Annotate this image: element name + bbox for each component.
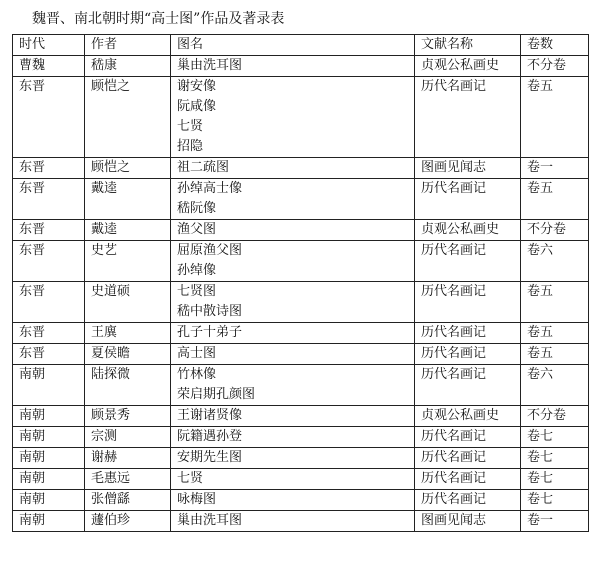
artwork-title: 渔父图 [177, 222, 217, 237]
cell-volume: 卷七 [521, 427, 589, 448]
table-row [13, 241, 589, 282]
artwork-title: 七贤 [177, 119, 204, 134]
cell-title [171, 323, 415, 344]
artwork-title: 阮咸像 [177, 99, 217, 114]
cell-era: 东晋 [13, 179, 85, 220]
table-row [13, 365, 589, 406]
cell-era: 南朝 [13, 511, 85, 532]
cell-era: 东晋 [13, 77, 85, 158]
cell-source: 图画见闻志 [415, 511, 521, 532]
artwork-title: 七贤图 [177, 284, 217, 299]
cell-author: 谢赫 [85, 448, 171, 469]
cell-volume: 卷七 [521, 448, 589, 469]
cell-author: 张僧繇 [85, 490, 171, 511]
table-row [13, 179, 589, 220]
cell-era: 南朝 [13, 490, 85, 511]
artwork-title: 王谢诸贤像 [177, 408, 243, 423]
cell-title [171, 511, 415, 532]
cell-source: 历代名画记 [415, 365, 521, 406]
cell-author: 王廙 [85, 323, 171, 344]
cell-era: 南朝 [13, 448, 85, 469]
cell-era: 东晋 [13, 282, 85, 323]
artwork-title: 孔子十弟子 [177, 325, 243, 340]
cell-title [171, 220, 415, 241]
table-row [13, 490, 589, 511]
artwork-title: 祖二疏图 [177, 160, 230, 175]
cell-author: 毛惠远 [85, 469, 171, 490]
cell-title [171, 179, 415, 220]
artwork-title: 高士图 [177, 346, 217, 361]
cell-era: 南朝 [13, 406, 85, 427]
artwork-title: 嵇中散诗图 [177, 304, 243, 319]
cell-source: 历代名画记 [415, 282, 521, 323]
table-row [13, 158, 589, 179]
artwork-title: 安期先生图 [177, 450, 243, 465]
cell-volume: 卷五 [521, 282, 589, 323]
cell-title [171, 158, 415, 179]
header-era: 时代 [13, 35, 85, 56]
cell-source: 历代名画记 [415, 77, 521, 158]
cell-source: 贞观公私画史 [415, 56, 521, 77]
artwork-title: 孙绰高士像 [177, 181, 243, 196]
cell-volume: 卷五 [521, 179, 589, 220]
artwork-title: 咏梅图 [177, 492, 217, 507]
header-row [13, 35, 589, 56]
cell-title [171, 241, 415, 282]
artwork-title: 阮籍遇孙登 [177, 429, 243, 444]
table-row [13, 427, 589, 448]
cell-era: 东晋 [13, 241, 85, 282]
table-caption: 魏晋、南北朝时期“高士图”作品及著录表 [32, 11, 285, 27]
cell-author: 嵇康 [85, 56, 171, 77]
header-volume: 卷数 [521, 35, 589, 56]
cell-title [171, 490, 415, 511]
cell-author: 宗测 [85, 427, 171, 448]
cell-author: 史道硕 [85, 282, 171, 323]
cell-author: 顾恺之 [85, 158, 171, 179]
cell-author: 戴逵 [85, 220, 171, 241]
artwork-title: 巢由洗耳图 [177, 513, 243, 528]
cell-volume: 卷一 [521, 511, 589, 532]
cell-source: 历代名画记 [415, 179, 521, 220]
cell-title [171, 469, 415, 490]
cell-source: 图画见闻志 [415, 158, 521, 179]
table-row [13, 282, 589, 323]
cell-era: 东晋 [13, 220, 85, 241]
table-row [13, 56, 589, 77]
table-row [13, 469, 589, 490]
artwork-title: 孙绰像 [177, 263, 217, 278]
cell-author: 夏侯瞻 [85, 344, 171, 365]
cell-title [171, 427, 415, 448]
cell-source: 历代名画记 [415, 469, 521, 490]
cell-source: 历代名画记 [415, 323, 521, 344]
cell-title [171, 406, 415, 427]
cell-era: 东晋 [13, 323, 85, 344]
header-source: 文献名称 [415, 35, 521, 56]
table-row [13, 323, 589, 344]
cell-era: 东晋 [13, 158, 85, 179]
cell-volume: 卷一 [521, 158, 589, 179]
artwork-title: 谢安像 [177, 79, 217, 94]
cell-source: 历代名画记 [415, 448, 521, 469]
cell-author: 蘧伯珍 [85, 511, 171, 532]
cell-era: 南朝 [13, 427, 85, 448]
artwork-title: 屈原渔父图 [177, 243, 243, 258]
cell-author: 陆探微 [85, 365, 171, 406]
cell-volume: 卷五 [521, 77, 589, 158]
cell-author: 顾恺之 [85, 77, 171, 158]
cell-volume: 卷五 [521, 344, 589, 365]
cell-source: 历代名画记 [415, 241, 521, 282]
cell-volume: 不分卷 [521, 406, 589, 427]
cell-era: 南朝 [13, 365, 85, 406]
cell-volume: 不分卷 [521, 220, 589, 241]
records-table [12, 34, 589, 532]
cell-volume: 卷七 [521, 469, 589, 490]
cell-title [171, 77, 415, 158]
cell-source: 历代名画记 [415, 490, 521, 511]
cell-author: 史艺 [85, 241, 171, 282]
cell-volume: 卷六 [521, 365, 589, 406]
table-row [13, 511, 589, 532]
artwork-title: 荣启期孔颜图 [177, 387, 256, 402]
artwork-title: 七贤 [177, 471, 204, 486]
cell-volume: 卷五 [521, 323, 589, 344]
table-body [13, 56, 589, 532]
artwork-title: 招隐 [177, 139, 204, 154]
cell-era: 东晋 [13, 344, 85, 365]
header-title: 图名 [171, 35, 415, 56]
artwork-title: 竹林像 [177, 367, 217, 382]
cell-source: 历代名画记 [415, 427, 521, 448]
cell-volume: 不分卷 [521, 56, 589, 77]
cell-era: 曹魏 [13, 56, 85, 77]
cell-era: 南朝 [13, 469, 85, 490]
cell-volume: 卷七 [521, 490, 589, 511]
cell-source: 历代名画记 [415, 344, 521, 365]
table-row [13, 448, 589, 469]
cell-title [171, 344, 415, 365]
artwork-title: 巢由洗耳图 [177, 58, 243, 73]
cell-source: 贞观公私画史 [415, 220, 521, 241]
cell-title [171, 282, 415, 323]
cell-source: 贞观公私画史 [415, 406, 521, 427]
cell-title [171, 448, 415, 469]
cell-volume: 卷六 [521, 241, 589, 282]
table-row [13, 77, 589, 158]
table-row [13, 220, 589, 241]
table-row [13, 406, 589, 427]
table-row [13, 344, 589, 365]
cell-title [171, 56, 415, 77]
artwork-title: 嵇阮像 [177, 201, 217, 216]
header-author: 作者 [85, 35, 171, 56]
table-head [13, 35, 589, 56]
cell-author: 戴逵 [85, 179, 171, 220]
cell-title [171, 365, 415, 406]
cell-author: 顾景秀 [85, 406, 171, 427]
